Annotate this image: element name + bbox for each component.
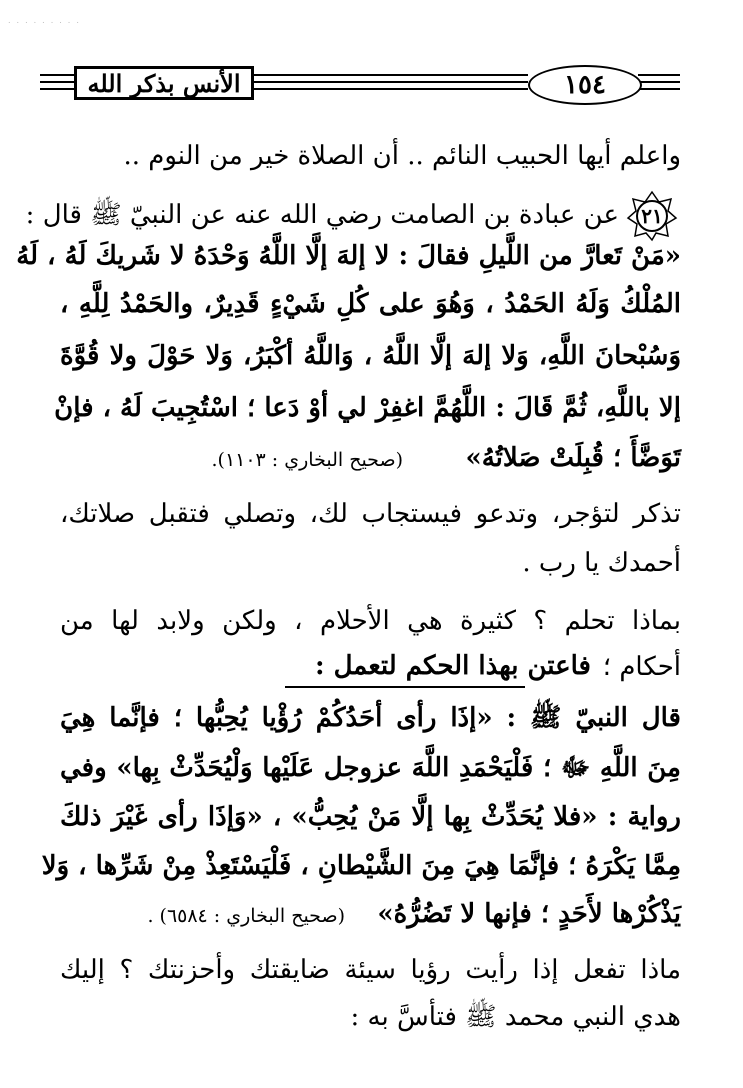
text-line: ماذا تفعل إذا رأيت رؤيا سيئة ضايقتك وأحزنتك ؟ إليك [60, 955, 681, 985]
text-line: «مَنْ تَعارَّ من اللَّيلِ فقالَ : لا إلهَ إلَّا اللَّهُ وَحْدَهُ لا شَريكَ لَهُ ، لَهُ [16, 241, 681, 271]
text-line: يَذْكُرْها لأَحَدٍ ؛ فإنها لا تَضُرُّهُ» [377, 899, 681, 929]
text-line: عن عبادة بن الصامت رضي الله عنه عن النبيّ ﷺ قال : [25, 200, 619, 230]
header-rule [40, 88, 74, 90]
source-citation: (صحيح البخاري : ٦٥٨٤) . [147, 905, 345, 927]
text-line: بماذا تحلم ؟ كثيرة هي الأحلام ، ولكن ولابد لها من [60, 606, 681, 636]
section-heading: فاعتن بهذا الحكم لتعمل : [314, 651, 591, 681]
heading-underline [285, 686, 525, 688]
header-rule [638, 88, 680, 90]
book-title: الأنس بذكر الله [74, 66, 254, 100]
scan-dots: ......... [8, 16, 85, 25]
header-rule [254, 74, 528, 76]
header-rule [638, 74, 680, 76]
text-line: هدي النبي محمد ﷺ فتأسَّ به : [350, 1002, 681, 1032]
hadith-number: ٢١ [641, 204, 663, 228]
text-line: تَوَضَّأَ ؛ قُبِلَتْ صَلاتُهُ» [465, 443, 681, 473]
text-line: أحمدك يا رب . [522, 548, 681, 578]
text-line: وَسُبْحانَ اللَّهِ، وَلا إلهَ إلَّا اللَّهُ ، وَاللَّهُ أكْبَرُ، وَلا حَوْلَ ولا قُوَّةَ [60, 341, 681, 371]
header-rule [40, 81, 74, 83]
source-citation: (صحيح البخاري : ١١٠٣). [211, 449, 403, 471]
hadith-number-badge [626, 190, 678, 242]
text-line: إلا باللَّهِ، ثُمَّ قَالَ : اللَّهُمَّ اغفِرْ لي أوْ دَعا ؛ اسْتُجِيبَ لَهُ ، فإنْ [54, 393, 681, 423]
text-line: أحكام ؛ [602, 652, 681, 682]
header-rule [254, 88, 528, 90]
text-line: رواية : «فلا يُحَدِّثْ بِها إلَّا مَنْ يُحِبُّ» ، «وَإذَا رأى غَيْرَ ذلكَ [60, 802, 681, 832]
text-line: المُلْكُ وَلَهُ الحَمْدُ ، وَهُوَ على كُلِ شَيْءٍ قَدِيرٌ، والحَمْدُ لِلَّهِ ، [60, 289, 681, 319]
text-line: قال النبيّ ﷺ : «إذَا رأى أحَدُكُمْ رُؤْيا يُحِبُّها ؛ فإنَّما هِيَ [60, 703, 681, 733]
text-line: مِنَ اللَّهِ ﷻ ؛ فَلْيَحْمَدِ اللَّهَ عزوجل عَلَيْها وَلْيُحَدِّثْ بِها» وفي [60, 753, 681, 783]
text-line: مِمَّا يَكْرَهُ ؛ فإنَّمَا هِيَ مِنَ الشَّيْطانِ ، فَلْيَسْتَعِذْ مِنْ شَرِّها ، وَلا [41, 851, 681, 881]
header-rule [638, 81, 680, 83]
text-line: تذكر لتؤجر، وتدعو فيستجاب لك، وتصلي فتقبل صلاتك، [60, 499, 681, 529]
page-number: ١٥٤ [528, 65, 642, 105]
header-rule [40, 74, 74, 76]
text-line: واعلم أيها الحبيب النائم .. أن الصلاة خير من النوم .. [123, 141, 681, 171]
header-rule [254, 81, 528, 83]
page-header [40, 60, 680, 110]
